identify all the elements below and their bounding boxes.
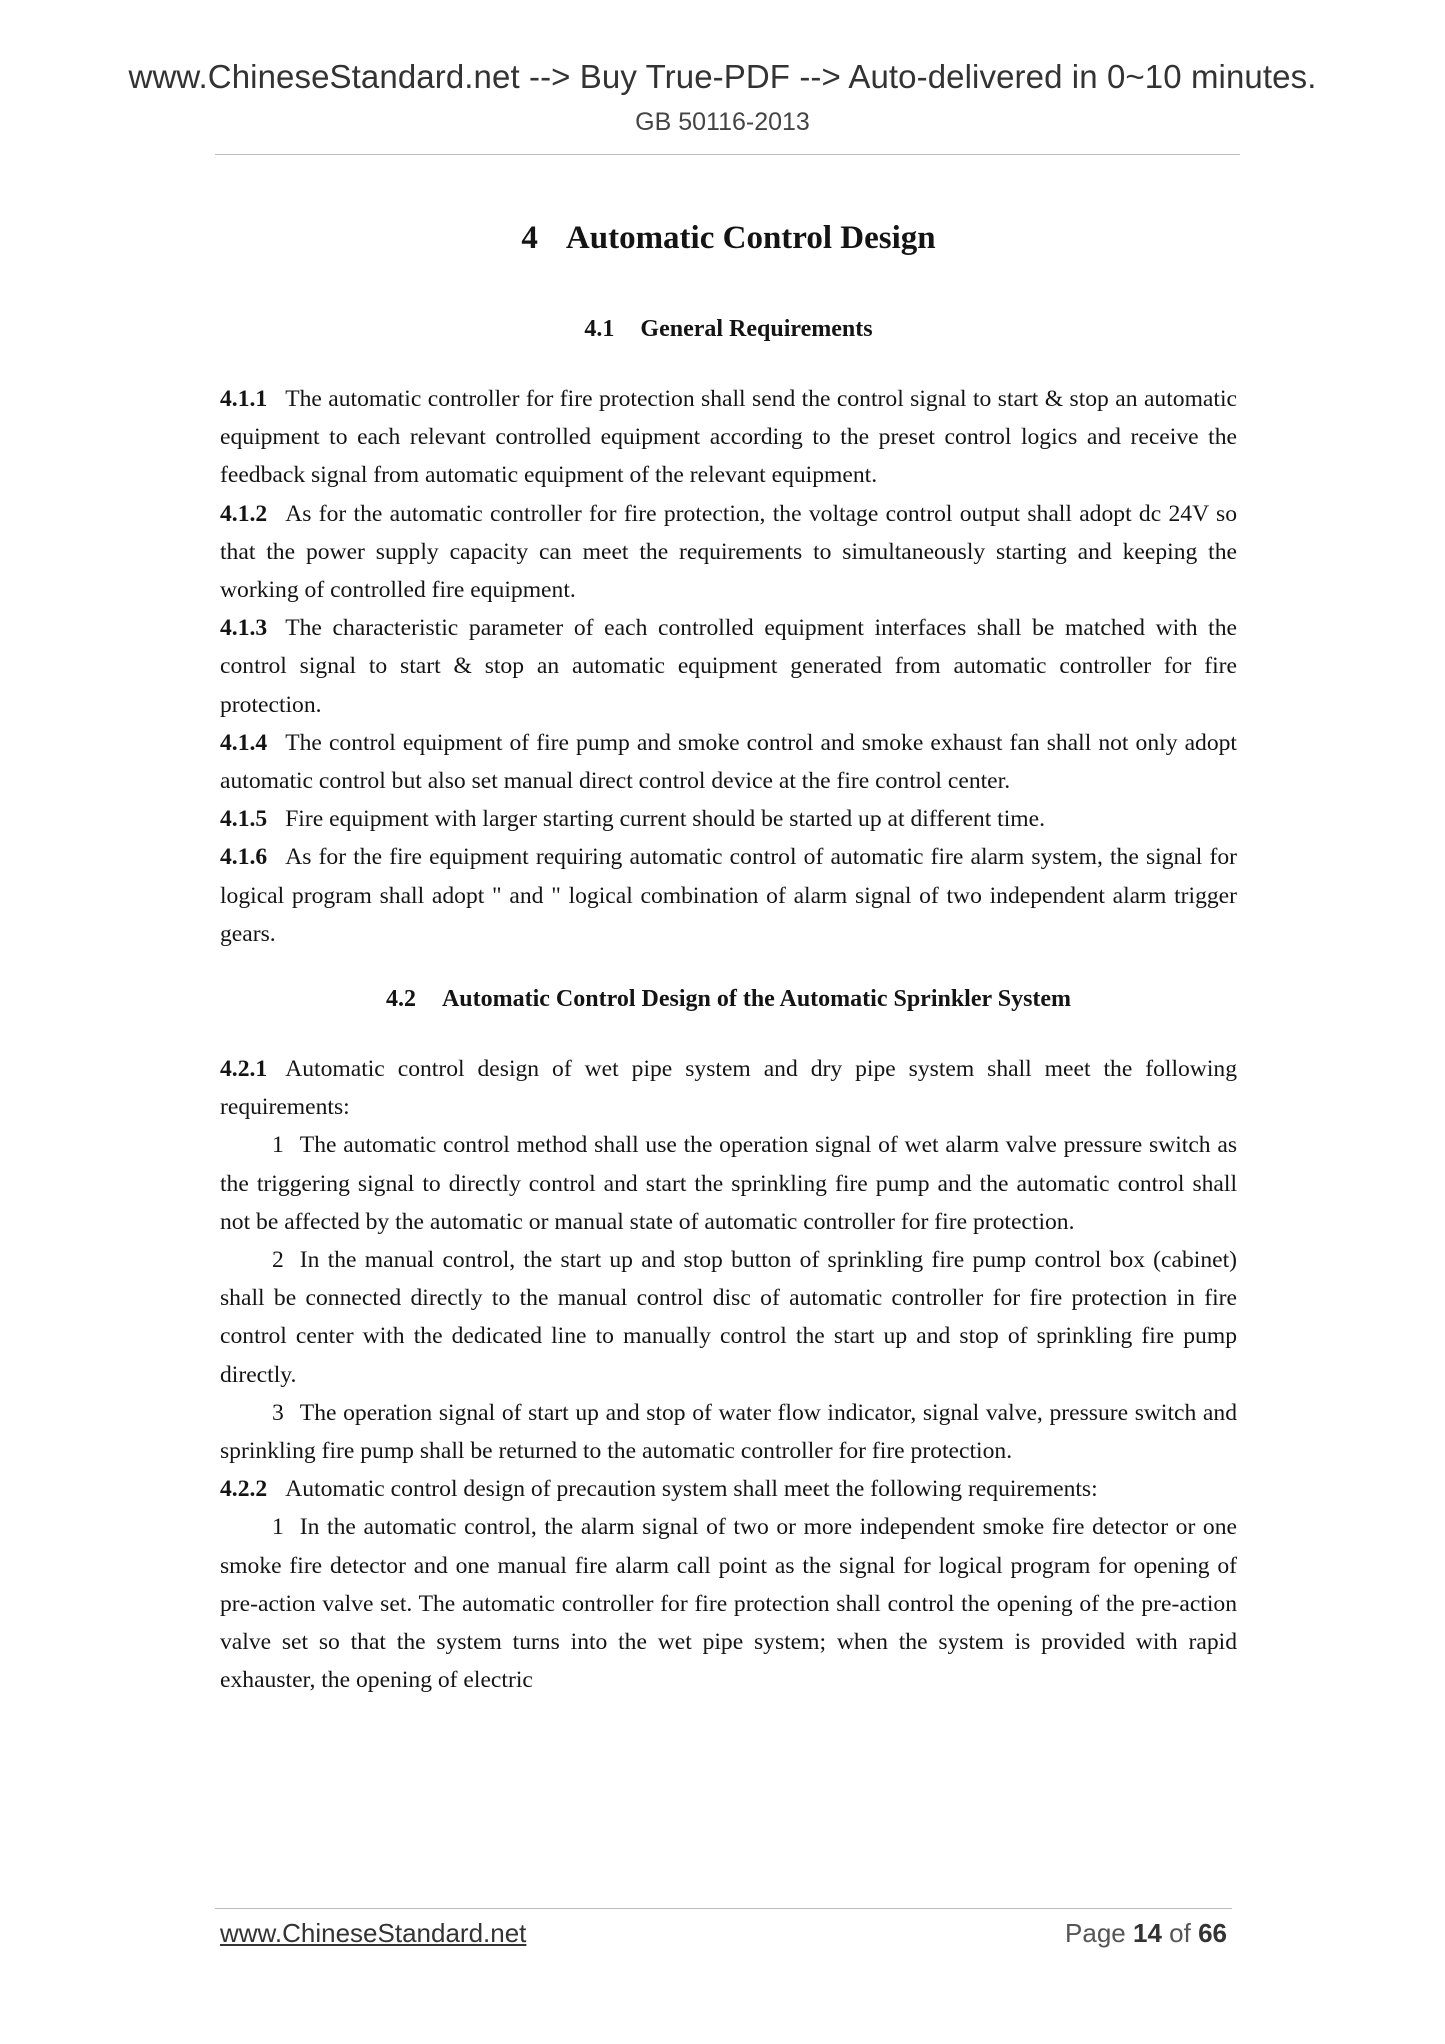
section-title: General Requirements: [640, 316, 873, 342]
clause-number: 4.2.2: [220, 1476, 268, 1503]
clause-paragraph: [220, 1470, 1237, 1508]
clause-text: The control equipment of fire pump and smoke control and smoke exhaust fan shall not only adopt automatic control but also set manual direct control device at the fire control center.: [220, 729, 1237, 795]
clause-item: [220, 1394, 1237, 1470]
page-current: 14: [1133, 1918, 1162, 1948]
chapter-heading: [220, 218, 1237, 258]
clause-item: [220, 1508, 1237, 1699]
item-number: 1: [272, 1132, 284, 1159]
item-text: The automatic control method shall use the operation signal of wet alarm valve pressure switch as the triggering signal to directly control and start the sprinkling fire pump and the automatic control shall not be affected by the automatic or manual state of automatic controller for fire protection.: [220, 1132, 1237, 1235]
clause-text: As for the automatic controller for fire protection, the voltage control output shall adopt dc 24V so that the power supply capacity can meet the requirements to simultaneously starting and keeping the working of controlled fire equipment.: [220, 500, 1237, 604]
header-banner: www.ChineseStandard.net --> Buy True-PDF --> Auto-delivered in 0~10 minutes.: [128, 58, 1317, 95]
page-indicator: [1065, 1918, 1227, 1949]
clause-paragraph: [220, 1050, 1237, 1126]
chapter-title: Automatic Control Design: [565, 220, 936, 256]
standard-number: GB 50116-2013: [635, 108, 810, 136]
header-divider: [215, 154, 1240, 155]
footer-website-link[interactable]: www.ChineseStandard.net: [220, 1918, 527, 1948]
item-text: In the automatic control, the alarm signal of two or more independent smoke fire detector or one smoke fire detector and one manual fire alarm call point as the signal for logical program for opening of pre-action valve set. The automatic controller for fire protection shall control the opening of the pre-action valve set so that the system turns into the wet pipe system; when the system is provided with rapid exhauster, the opening of electric: [220, 1514, 1237, 1694]
clause-text: The characteristic parameter of each controlled equipment interfaces shall be matched with the control signal to start & stop an automatic equipment generated from automatic controller for fire protection.: [220, 615, 1237, 718]
clause-number: 4.1.3: [220, 615, 268, 642]
clause-number: 4.2.1: [220, 1056, 268, 1083]
footer-divider: [215, 1908, 1232, 1909]
page-prefix: Page: [1065, 1918, 1126, 1948]
clause-number: 4.1.1: [220, 386, 268, 412]
clause-number: 4.1.4: [220, 729, 268, 756]
item-text: The operation signal of start up and stop of water flow indicator, signal valve, pressure switch and sprinkling fire pump shall be returned to the automatic controller for fire protection.: [220, 1399, 1237, 1465]
clause-paragraph: [220, 495, 1237, 610]
page-total: 66: [1198, 1918, 1227, 1948]
item-text: In the manual control, the start up and stop button of sprinkling fire pump control box (cabinet) shall be connected directly to the manual control disc of automatic controller for fire protection in fire control center with the dedicated line to manually control the start up and stop of sprinkling fire pump directly.: [220, 1247, 1237, 1388]
clause-number: 4.1.2: [220, 500, 268, 527]
clause-text: As for the fire equipment requiring automatic control of automatic fire alarm system, the signal for logical program shall adopt " and " logical combination of alarm signal of two independent alarm trigger gears.: [220, 844, 1237, 947]
clause-item: [220, 1241, 1237, 1394]
clause-paragraph: [220, 380, 1237, 495]
page-body: [220, 200, 1237, 1700]
clause-item: [220, 1126, 1237, 1241]
clause-paragraph: [220, 609, 1237, 724]
clause-number: 4.1.5: [220, 806, 268, 833]
section-title: Automatic Control Design of the Automatic Sprinkler System: [441, 986, 1072, 1013]
clause-text: Fire equipment with larger starting current should be started up at different time.: [285, 806, 1046, 833]
clause-number: 4.1.6: [220, 844, 268, 871]
clause-text: Automatic control design of precaution system shall meet the following requirements:: [285, 1476, 1098, 1503]
item-number: 2: [272, 1247, 284, 1274]
chapter-number: 4: [521, 220, 538, 256]
clause-paragraph: [220, 838, 1237, 953]
clause-paragraph: [220, 800, 1237, 838]
section-heading: [220, 980, 1237, 1018]
page-separator: of: [1169, 1918, 1191, 1948]
item-number: 1: [272, 1514, 284, 1541]
clause-text: Automatic control design of wet pipe system and dry pipe system shall meet the following requirements:: [220, 1056, 1237, 1121]
clause-paragraph: [220, 724, 1237, 800]
section-number: 4.1: [584, 316, 615, 342]
clause-text: The automatic controller for fire protection shall send the control signal to start & stop an automatic equipment to each relevant controlled equipment according to the preset control logics and receive the feedback signal from automatic equipment of the relevant equipment.: [220, 386, 1237, 489]
item-number: 3: [272, 1399, 284, 1426]
section-heading: [220, 310, 1237, 348]
section-number: 4.2: [385, 986, 416, 1013]
